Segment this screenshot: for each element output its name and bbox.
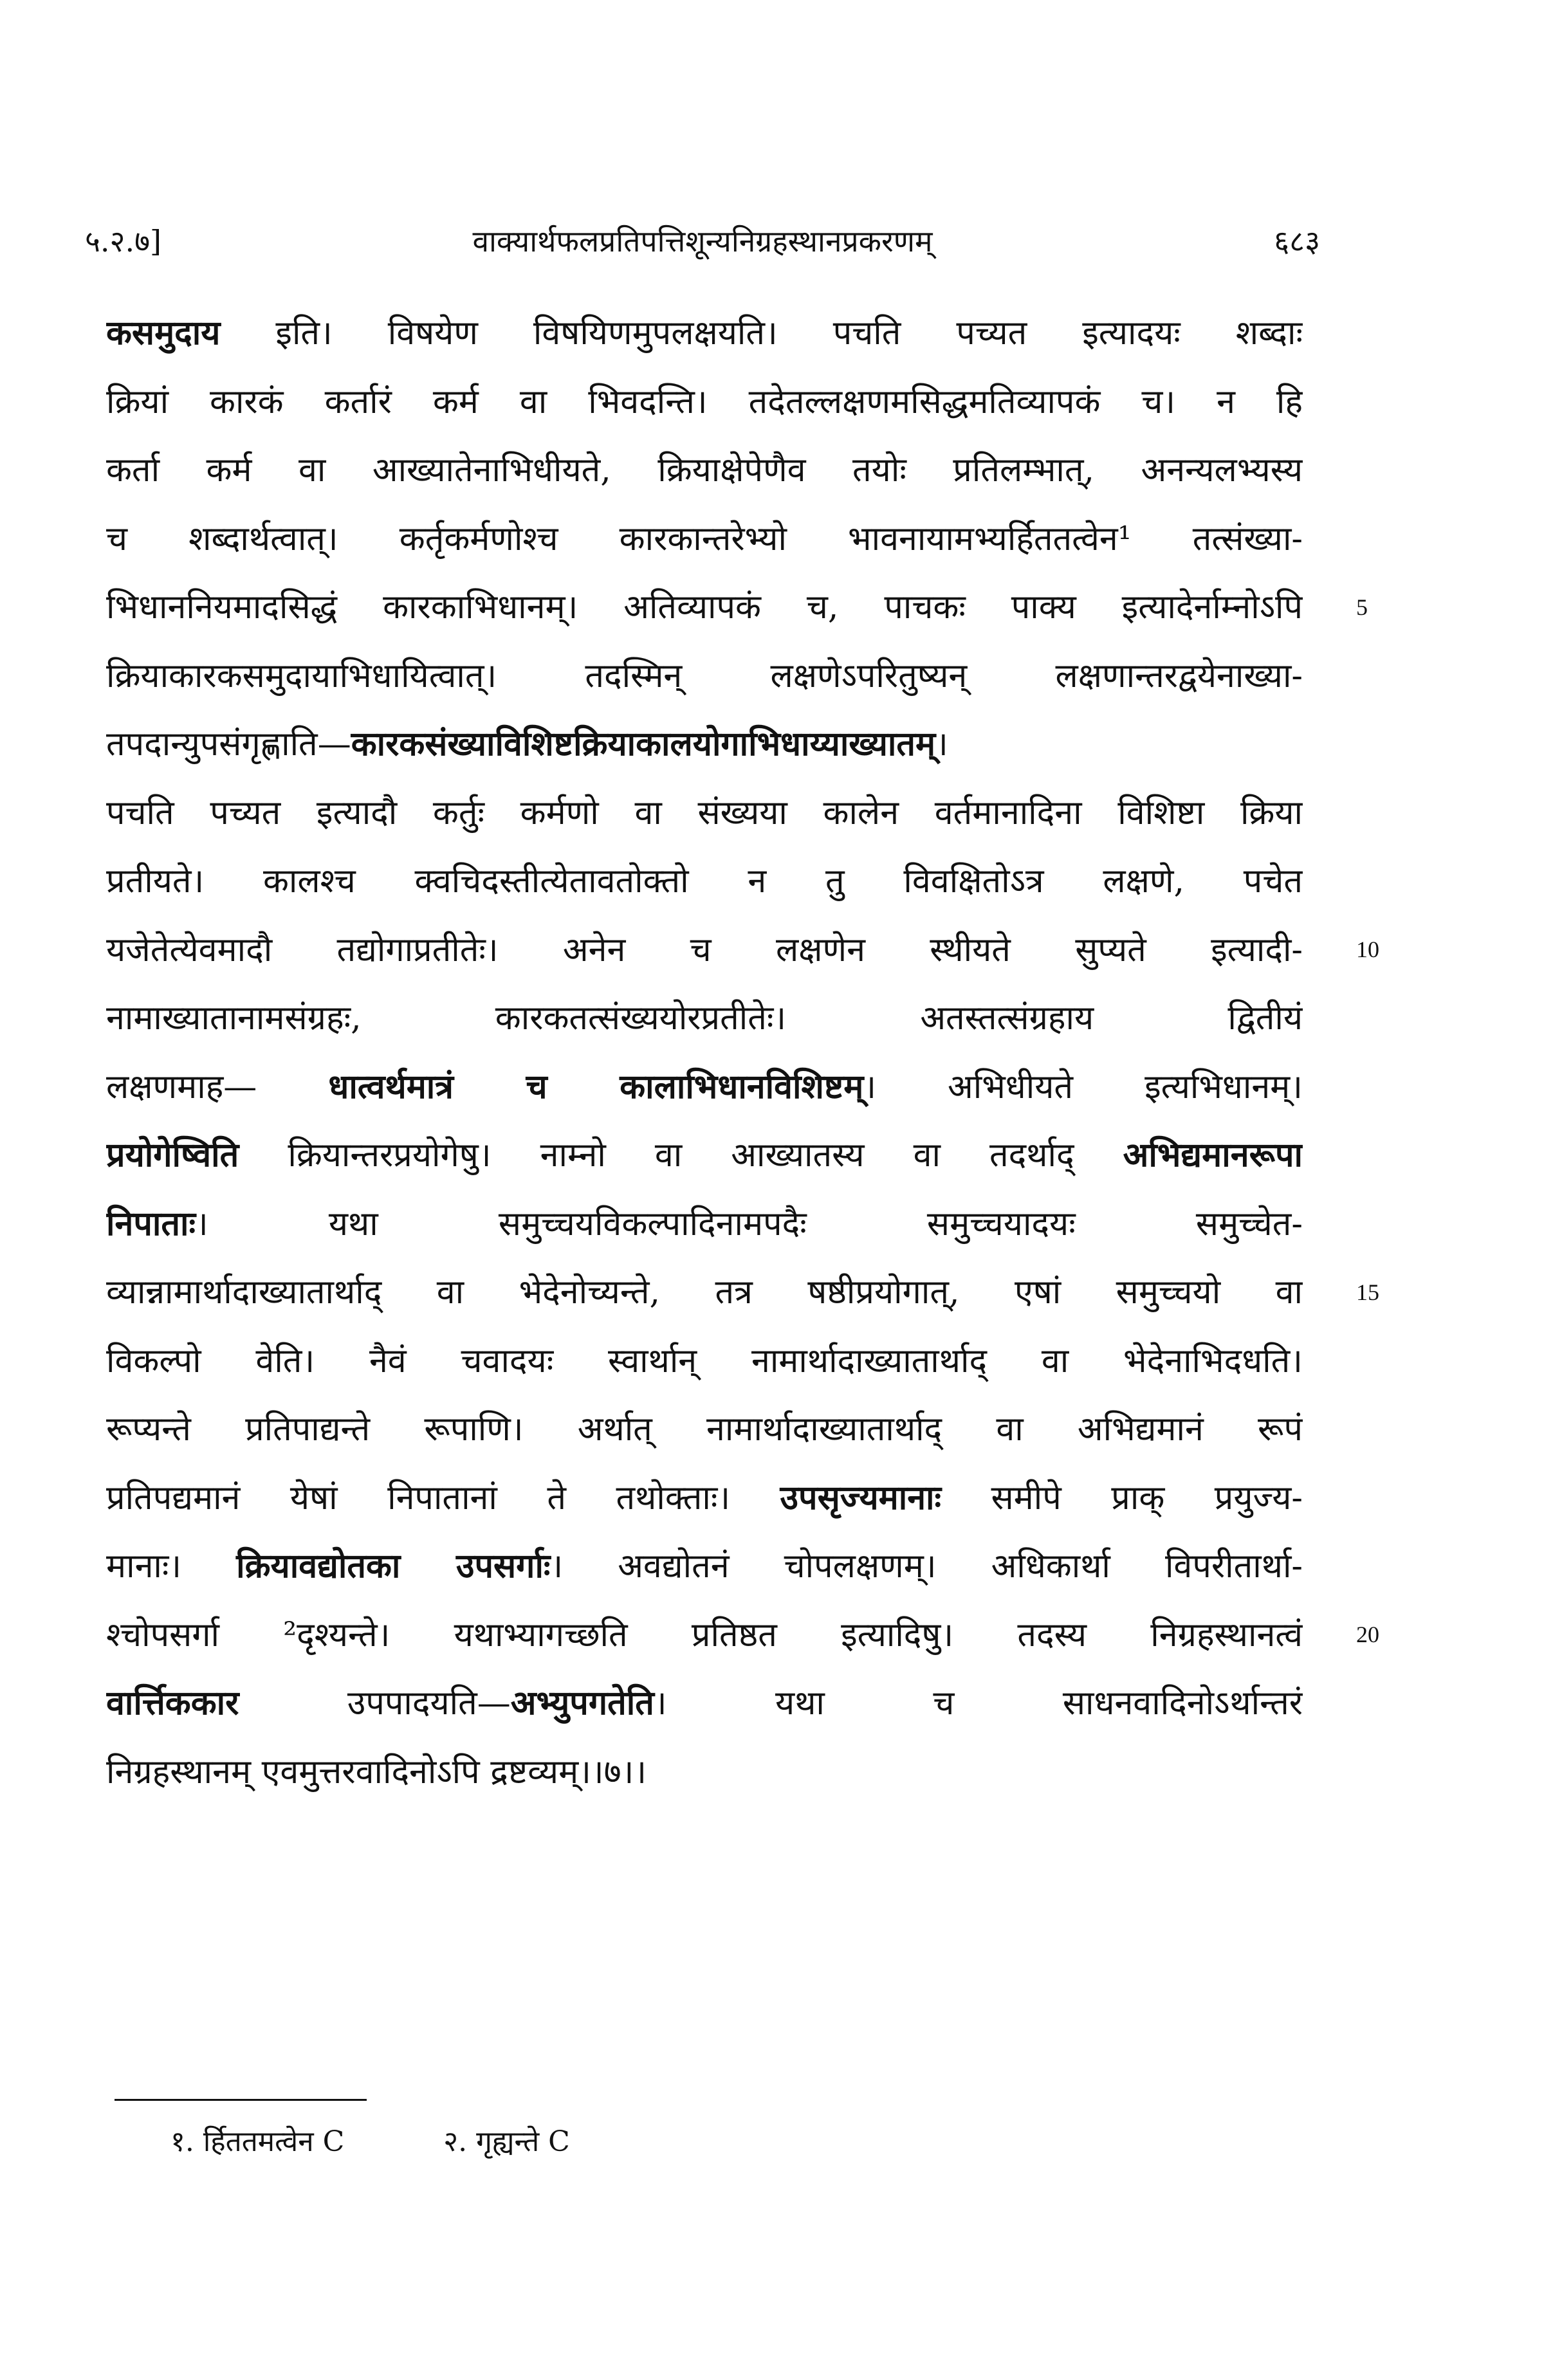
text-line (106, 1190, 1303, 1259)
text-segment: क्रियाकारकसमुदायाभिधायित्वात्। तदस्मिन् लक्षणेऽपरितुष्यन् लक्षणान्तरद्वयेनाख्या- (106, 656, 1303, 695)
text-line (106, 299, 1303, 368)
running-header (85, 212, 1320, 270)
text-line (106, 710, 1303, 779)
bold-term: क्रियावद्योतका उपसर्गाः (236, 1546, 551, 1586)
text-segment: । (935, 725, 948, 764)
text-segment: । अवद्योतनं चोपलक्षणम्। अधिकार्था विपरीतार्था- (550, 1547, 1303, 1586)
text-segment: समीपे प्राक् प्रयुज्य- (941, 1478, 1303, 1517)
text-segment: व्यान्नामार्थादाख्यातार्थाद् वा भेदेनोच्यन्ते, तत्र षष्ठीप्रयोगात्, एषां समुच्चयो वा (106, 1273, 1303, 1312)
line-number-15: 15 (1356, 1279, 1379, 1305)
text-segment: तपदान्युपसंगृह्णाति— (106, 725, 351, 764)
line-number-10: 10 (1356, 937, 1379, 962)
text-line (106, 1258, 1303, 1327)
page-number: ६८३ (1274, 224, 1320, 259)
text-segment: उपपादयति— (239, 1684, 511, 1723)
text-line (106, 847, 1303, 916)
text-line (106, 1395, 1303, 1464)
text-line (106, 1601, 1303, 1670)
footnote-2: २. गृह्यन्ते C (443, 2125, 570, 2158)
text-line (106, 1053, 1303, 1122)
line-number-5: 5 (1356, 594, 1368, 620)
text-line (106, 1121, 1303, 1190)
text-segment: क्रियान्तरप्रयोगेषु। नाम्नो वा आख्यातस्य वा तदर्थाद् (239, 1136, 1123, 1175)
text-line (106, 642, 1303, 711)
bold-term: अभिद्यमानरूपा (1123, 1135, 1303, 1175)
bold-term: धात्वर्थमात्रं च कालाभिधानविशिष्टम् (328, 1066, 864, 1106)
text-line (106, 1532, 1303, 1601)
footnotes (170, 2116, 660, 2168)
text-segment: रूप्यन्ते प्रतिपाद्यन्ते रूपाणि। अर्थात् नामार्थादाख्यातार्थाद् वा अभिद्यमानं रूपं (106, 1410, 1303, 1449)
text-line (106, 1738, 1303, 1807)
running-title: वाक्यार्थफलप्रतिपत्तिशून्यनिग्रहस्थानप्रकरणम् (472, 224, 933, 259)
bold-term: कारकसंख्याविशिष्टक्रियाकालयोगाभिधाय्याख्यातम् (351, 724, 936, 764)
text-segment: विकल्पो वेति। नैवं चवादयः स्वार्थान् नामार्थादाख्यातार्थाद् वा भेदेनाभिदधति। (106, 1341, 1303, 1380)
text-line (106, 505, 1303, 574)
text-segment: कर्ता कर्म वा आख्यातेनाभिधीयते, क्रियाक्षेपेणैव तयोः प्रतिलम्भात्, अनन्यलभ्यस्य (106, 451, 1303, 490)
text-line (106, 1464, 1303, 1533)
bold-term: वार्त्तिककार (106, 1683, 239, 1723)
text-segment: श्चोपसर्गा ²दृश्यन्ते। यथाभ्यागच्छति प्रतिष्ठत इत्यादिषु। तदस्य निग्रहस्थानत्वं (106, 1615, 1303, 1654)
text-segment: इति। विषयेण विषयिणमुपलक्षयति। पचति पच्यत इत्यादयः शब्दाः (220, 314, 1303, 352)
bold-term: अभ्युपगतेति (510, 1683, 654, 1723)
text-line (106, 1669, 1303, 1738)
text-segment: निग्रहस्थानम् एवमुत्तरवादिनोऽपि द्रष्टव्यम्।।७।। (106, 1752, 647, 1791)
text-segment: प्रतीयते। कालश्च क्वचिदस्तीत्येतावतोक्तो न तु विवक्षितोऽत्र लक्षणे, पचेत (106, 862, 1303, 901)
line-number-20: 20 (1356, 1622, 1379, 1647)
text-line (106, 573, 1303, 642)
text-segment: क्रियां कारकं कर्तारं कर्म वा भिवदन्ति। तदेतल्लक्षणमसिद्धमतिव्यापकं च। न हि (106, 382, 1303, 421)
section-number: ५.२.७] (85, 224, 161, 259)
main-text (106, 299, 1303, 1806)
bold-term: कसमुदाय (106, 313, 221, 352)
bold-term: प्रयोगेष्विति (106, 1135, 239, 1175)
footnote-1: १. र्हिततमत्वेन C (170, 2125, 345, 2158)
text-segment: । यथा समुच्चयविकल्पादिनामपदैः समुच्चयादयः समुच्चेत- (195, 1204, 1303, 1243)
text-segment: लक्षणमाह— (106, 1067, 329, 1106)
text-segment: यजेतेत्येवमादौ तद्योगाप्रतीतेः। अनेन च लक्षणेन स्थीयते सुप्यते इत्यादी- (106, 930, 1303, 969)
text-segment: नामाख्यातानामसंग्रहः, कारकतत्संख्ययोरप्रतीतेः। अतस्तत्संग्रहाय द्वितीयं (106, 999, 1303, 1038)
footnote-rule (115, 2099, 367, 2101)
text-line (106, 1327, 1303, 1396)
text-segment: पचति पच्यत इत्यादौ कर्तुः कर्मणो वा संख्यया कालेन वर्तमानादिना विशिष्टा क्रिया (106, 793, 1303, 832)
text-segment: भिधाननियमादसिद्धं कारकाभिधानम्। अतिव्यापकं च, पाचकः पाक्य इत्यादेर्नाम्नोऽपि (106, 588, 1303, 627)
text-segment: प्रतिपद्यमानं येषां निपातानां ते तथोक्ताः। (106, 1478, 780, 1517)
bold-term: उपसृज्यमानाः (780, 1478, 942, 1517)
text-line (106, 779, 1303, 848)
text-segment: । अभिधीयते इत्यभिधानम्। (863, 1067, 1303, 1106)
text-segment: च शब्दार्थत्वात्। कर्तृकर्मणोश्च कारकान्तरेभ्यो भावनायामभ्यर्हिततत्वेन¹ तत्संख्या- (106, 519, 1303, 558)
text-segment: मानाः। (106, 1547, 237, 1586)
text-line (106, 984, 1303, 1053)
bold-term: निपाताः (106, 1204, 196, 1243)
text-line (106, 436, 1303, 505)
text-segment: । यथा च साधनवादिनोऽर्थान्तरं (654, 1684, 1303, 1723)
text-line (106, 368, 1303, 437)
text-line (106, 916, 1303, 985)
